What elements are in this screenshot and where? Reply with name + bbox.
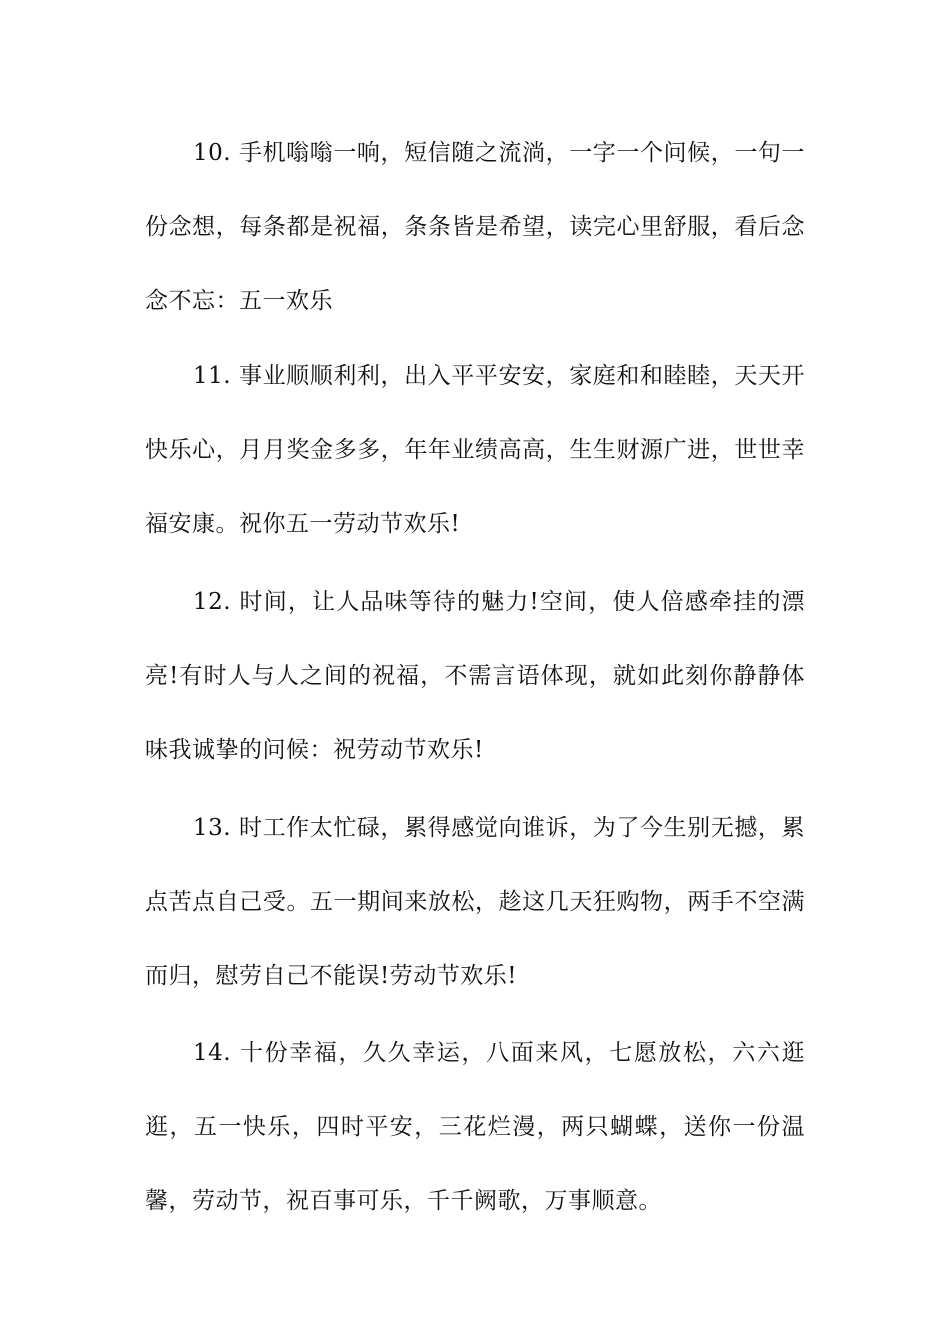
paragraph-14: 14. 十份幸福，久久幸运，八面来风，七愿放松，六六逛逛，五一快乐，四时平安，三花烂漫，两只蝴蝶，送你一份温馨，劳动节，祝百事可乐，千千阙歌，万事顺意。	[145, 1040, 805, 1214]
paragraph-11: 11. 事业顺顺利利，出入平平安安，家庭和和睦睦，天天开快乐心，月月奖金多多，年年业绩高高，生生财源广进，世世幸福安康。祝你五一劳动节欢乐!	[145, 363, 805, 537]
paragraph-13: 13. 时工作太忙碌，累得感觉向谁诉，为了今生别无撼，累点苦点自己受。五一期间来放松，趁这几天狂购物，两手不空满而归，慰劳自己不能误!劳动节欢乐!	[145, 815, 805, 989]
paragraph-12: 12. 时间，让人品味等待的魅力!空间，使人倍感牵挂的漂亮!有时人与人之间的祝福，不需言语体现，就如此刻你静静体味我诚挚的问候：祝劳动节欢乐!	[145, 589, 805, 763]
paragraph-10: 10. 手机嗡嗡一响，短信随之流淌，一字一个问候，一句一份念想，每条都是祝福，条条皆是希望，读完心里舒服，看后念念不忘：五一欢乐	[145, 140, 805, 314]
